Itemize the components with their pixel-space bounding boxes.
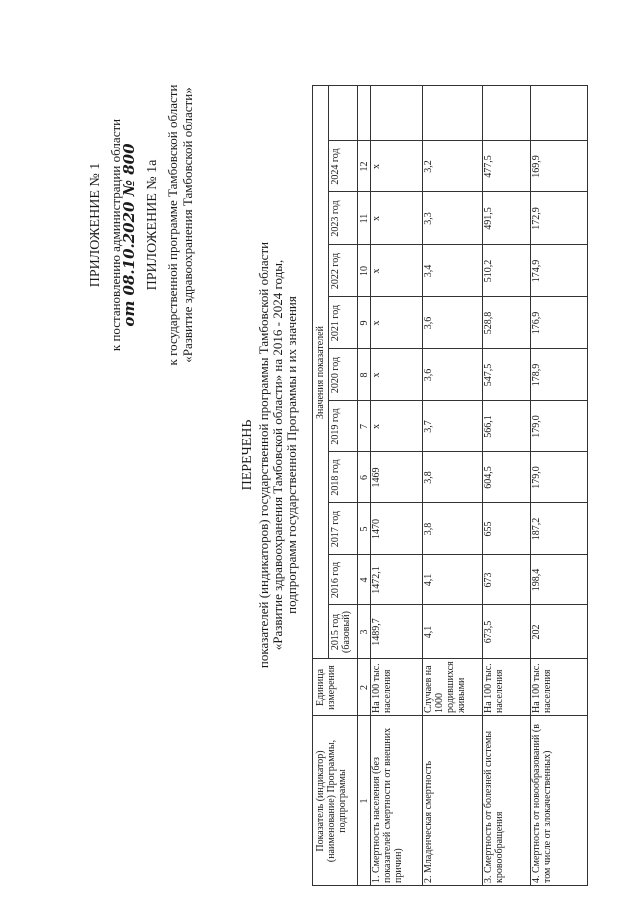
- indicator-value: 172,9: [531, 207, 542, 230]
- indicator-value: х: [371, 372, 382, 378]
- indicator-value: 179,0: [531, 466, 542, 489]
- indicator-value: 510,2: [483, 259, 494, 283]
- indicator-value: 528,8: [483, 311, 494, 335]
- year-header: 2016 год: [330, 561, 341, 599]
- year-header: 2015 год (базовый): [330, 611, 352, 653]
- document-subtitle-line-2: «Развитие здравоохранения Тамбовской области» на 2016 - 2024 годы,: [270, 259, 285, 651]
- indicator-value: 673,5: [483, 620, 494, 644]
- year-header: 2022 год: [330, 252, 341, 290]
- year-header: 2018 год: [330, 459, 341, 496]
- indicator-value: х: [371, 320, 382, 326]
- indicator-value: 4,1: [423, 625, 434, 639]
- indicator-value: 3,6: [423, 368, 434, 382]
- table-rule: [312, 86, 313, 886]
- indicator-value: 566,1: [483, 415, 494, 438]
- indicator-name: 1. Смертность населения (без показателей смертности от внешних причин): [371, 727, 404, 883]
- indicator-value: 3,4: [423, 264, 434, 278]
- document-subtitle-line-3: подпрограмм государственной Программы и их значения: [284, 296, 299, 614]
- indicator-unit: Случаев на 1000 родившихся живыми: [423, 661, 467, 713]
- values-header: Значения показателей: [315, 326, 326, 419]
- year-header: 2019 год: [330, 408, 341, 445]
- column-number: 2: [359, 685, 370, 690]
- indicator-unit: На 100 тыс. населения: [531, 663, 553, 713]
- year-header: 2020 год: [330, 356, 341, 394]
- indicator-value: 174,9: [531, 259, 542, 283]
- indicator-name: 4. Смертность от новообразований (в том числе от злокачественных): [531, 724, 553, 883]
- column-number: 1: [359, 798, 370, 804]
- indicator-value: 169,9: [531, 155, 542, 178]
- indicator-value: 547,5: [483, 363, 494, 387]
- indicator-unit: На 100 тыс. населения: [371, 663, 393, 713]
- indicator-value: 187,2: [531, 517, 542, 541]
- indicator-value: 3,7: [423, 420, 434, 433]
- indicator-value: 198,4: [531, 568, 542, 592]
- column-number: 7: [359, 424, 370, 429]
- appendix-1a-title: ПРИЛОЖЕНИЕ № 1а: [145, 159, 160, 291]
- column-number: 8: [359, 372, 370, 378]
- handwritten-date-number: от 08.10.2020 № 800: [120, 143, 138, 327]
- column-number: 6: [359, 475, 370, 480]
- indicator-value: 202: [531, 624, 542, 640]
- indicator-unit: На 100 тыс. населения: [483, 663, 505, 713]
- indicator-value: 176,9: [531, 311, 542, 335]
- indicator-value: 673: [483, 572, 494, 588]
- column-number: 9: [359, 320, 370, 326]
- document-title: ПЕРЕЧЕНЬ: [240, 419, 255, 491]
- indicators-table: [312, 17, 587, 886]
- indicator-value: 179,0: [531, 415, 542, 438]
- column-header-indicator: Показатель (индикатор) (наименование) Программы, подпрограммы: [315, 739, 348, 863]
- indicator-name: 3. Смертность от болезней системы кровообращения: [483, 730, 505, 883]
- year-header: 2021 год: [330, 304, 341, 342]
- column-number: 10: [359, 266, 370, 276]
- year-header: 2017 год: [330, 510, 341, 548]
- indicator-value: 3,6: [423, 316, 434, 330]
- indicator-value: 1469: [371, 467, 382, 488]
- column-number: 5: [359, 526, 370, 532]
- indicator-value: 3,2: [423, 160, 434, 173]
- column-number: 12: [359, 161, 370, 172]
- indicator-name: 2. Младенческая смертность: [423, 760, 434, 883]
- indicator-value: 178,9: [531, 363, 542, 387]
- indicator-value: 604,5: [483, 466, 494, 489]
- table-rule: [587, 85, 588, 886]
- to-program-line: к государственной программе Тамбовской области: [165, 84, 180, 366]
- indicator-value: х: [371, 164, 382, 169]
- program-name-line: «Развитие здравоохранения Тамбовской области»: [180, 87, 195, 363]
- indicator-value: х: [371, 216, 382, 221]
- table-rule: [312, 85, 588, 86]
- indicator-value: 3,8: [423, 522, 434, 536]
- document-subtitle-line-1: показателей (индикаторов) государственной программы Тамбовской области: [256, 241, 271, 669]
- indicator-value: 477,5: [483, 155, 494, 178]
- year-header: 2024 год: [330, 148, 341, 185]
- column-header-unit: Единица измерения: [315, 665, 337, 710]
- indicator-value: 3,8: [423, 471, 434, 484]
- indicator-value: 655: [483, 521, 494, 537]
- indicator-value: 1489,7: [371, 618, 382, 646]
- column-number: 4: [359, 577, 370, 583]
- indicator-value: 491,5: [483, 207, 494, 230]
- indicator-value: 1470: [371, 519, 382, 539]
- indicator-value: 4,1: [423, 573, 434, 587]
- to-resolution-line: к постановлению администрации области: [108, 118, 123, 352]
- column-number: 11: [359, 213, 370, 224]
- indicator-value: 3,3: [423, 212, 434, 225]
- column-number: 3: [359, 629, 370, 635]
- indicator-value: х: [371, 424, 382, 429]
- year-header: 2023 год: [330, 200, 341, 237]
- appendix-title: ПРИЛОЖЕНИЕ № 1: [88, 162, 103, 288]
- indicator-value: х: [371, 268, 382, 274]
- indicator-value: 1472,1: [371, 566, 382, 594]
